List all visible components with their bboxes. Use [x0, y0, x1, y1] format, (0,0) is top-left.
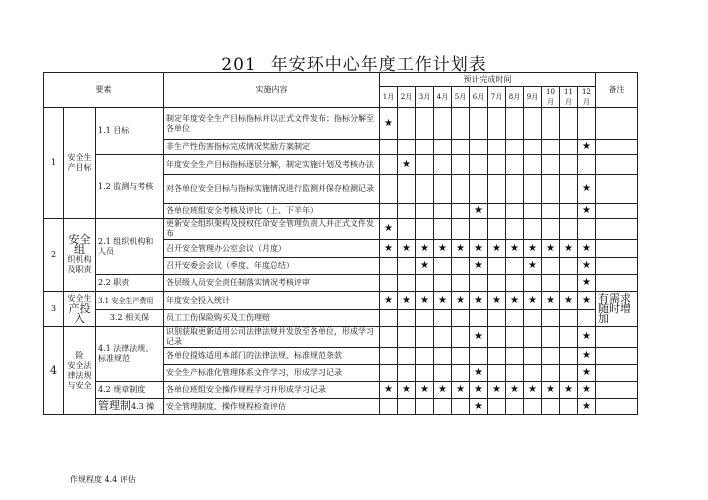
remark-cell — [596, 219, 638, 240]
month-cell — [416, 365, 434, 382]
month-cell — [578, 155, 596, 175]
month-cell — [524, 365, 542, 382]
star-mark-icon: ★ — [470, 240, 488, 258]
month-cell — [434, 310, 452, 327]
month-cell — [524, 310, 542, 327]
month-cell — [506, 399, 524, 415]
remark-cell — [596, 399, 638, 415]
month-cell — [380, 155, 398, 175]
month-cell — [380, 140, 398, 155]
star-mark-icon: ★ — [542, 292, 560, 310]
month-cell — [452, 275, 470, 292]
star-mark-icon: ★ — [524, 258, 542, 275]
section-4-name-small: 安全法律法规与安全 — [67, 360, 92, 390]
star-mark-icon: ★ — [578, 175, 596, 204]
star-mark-icon: ★ — [578, 275, 596, 292]
title-year: 201 — [221, 55, 257, 75]
remark-cell — [596, 240, 638, 258]
month-cell — [488, 327, 506, 348]
star-mark-icon: ★ — [578, 327, 596, 348]
star-mark-icon: ★ — [578, 240, 596, 258]
plan-content: 安全生产标准化管理体系文件学习，形成学习记录 — [164, 365, 380, 382]
remark-cell — [596, 327, 638, 348]
month-cell — [470, 348, 488, 365]
star-mark-icon: ★ — [578, 204, 596, 219]
month-cell — [452, 155, 470, 175]
month-cell — [506, 327, 524, 348]
table-row — [44, 108, 638, 140]
month-cell — [560, 365, 578, 382]
remark-cell — [596, 365, 638, 382]
table-row — [44, 155, 638, 175]
month-cell — [524, 399, 542, 415]
table-row — [44, 275, 638, 292]
star-mark-icon: ★ — [542, 382, 560, 399]
remark-cell — [596, 348, 638, 365]
month-cell — [488, 310, 506, 327]
month-cell — [470, 310, 488, 327]
plan-content: 员工工伤保险购买及工伤理赔 — [164, 310, 380, 327]
month-cell — [542, 348, 560, 365]
month-header: 12月 — [578, 87, 596, 108]
month-cell — [560, 327, 578, 348]
star-mark-icon: ★ — [380, 219, 398, 240]
month-cell — [398, 399, 416, 415]
month-cell — [416, 219, 434, 240]
star-mark-icon: ★ — [398, 382, 416, 399]
month-cell — [416, 204, 434, 219]
plan-content: 各单位班组安全操作规程学习并形成学习记录 — [164, 382, 380, 399]
month-cell — [470, 275, 488, 292]
month-cell — [506, 175, 524, 204]
month-cell — [470, 108, 488, 140]
month-cell — [488, 275, 506, 292]
month-cell — [542, 175, 560, 204]
month-cell — [452, 219, 470, 240]
plan-content: 非生产性伤害指标完成情况奖励方案制定 — [164, 140, 380, 155]
month-cell — [542, 275, 560, 292]
month-cell — [398, 365, 416, 382]
star-mark-icon: ★ — [416, 292, 434, 310]
month-cell — [380, 275, 398, 292]
star-mark-icon: ★ — [434, 240, 452, 258]
month-cell — [506, 365, 524, 382]
star-mark-icon: ★ — [578, 399, 596, 415]
month-cell — [542, 204, 560, 219]
month-cell — [434, 399, 452, 415]
month-cell — [560, 155, 578, 175]
star-mark-icon: ★ — [578, 258, 596, 275]
star-mark-icon: ★ — [398, 240, 416, 258]
month-cell — [434, 155, 452, 175]
month-cell — [524, 140, 542, 155]
star-mark-icon: ★ — [380, 382, 398, 399]
month-cell — [524, 155, 542, 175]
month-cell — [506, 140, 524, 155]
month-cell — [380, 348, 398, 365]
month-cell — [488, 140, 506, 155]
month-cell — [542, 219, 560, 240]
month-cell — [506, 258, 524, 275]
month-cell — [470, 140, 488, 155]
plan-content: 对各单位安全目标与指标实施情况进行监测并保存检测记录 — [164, 175, 380, 204]
star-mark-icon: ★ — [578, 348, 596, 365]
section-2-no: 2 — [44, 219, 64, 292]
star-mark-icon: ★ — [434, 382, 452, 399]
remark-cell — [596, 140, 638, 155]
sub-2-2: 2.2 职责 — [96, 275, 164, 292]
remark-cell — [596, 382, 638, 399]
sub-3-2: 3.2 相关保 — [96, 310, 164, 327]
plan-content: 年度安全投入统计 — [164, 292, 380, 310]
month-cell — [470, 175, 488, 204]
month-cell — [434, 327, 452, 348]
star-mark-icon: ★ — [506, 382, 524, 399]
header-content: 实施内容 — [164, 73, 380, 108]
month-cell — [380, 365, 398, 382]
month-cell — [560, 348, 578, 365]
section-1-name: 安全生产目标 — [64, 108, 96, 219]
month-cell — [398, 348, 416, 365]
month-header: 8月 — [506, 87, 524, 108]
star-mark-icon: ★ — [380, 108, 398, 140]
month-cell — [560, 219, 578, 240]
star-mark-icon: ★ — [470, 327, 488, 348]
month-cell — [452, 108, 470, 140]
month-cell — [488, 204, 506, 219]
star-mark-icon: ★ — [524, 240, 542, 258]
section-3-no: 3 — [44, 292, 64, 327]
plan-content: 各单位班组安全考核及评比（上、下半年） — [164, 204, 380, 219]
month-cell — [452, 327, 470, 348]
month-cell — [542, 310, 560, 327]
star-mark-icon: ★ — [488, 240, 506, 258]
month-cell — [560, 310, 578, 327]
star-mark-icon: ★ — [452, 382, 470, 399]
star-mark-icon: ★ — [416, 240, 434, 258]
plan-content: 识别获取更新适用公司法律法规并发放至各单位，形成学习记录 — [164, 327, 380, 348]
section-3-name — [64, 292, 96, 327]
month-cell — [506, 310, 524, 327]
month-cell — [380, 204, 398, 219]
month-cell — [452, 175, 470, 204]
month-cell — [398, 327, 416, 348]
plan-content: 制定年度安全生产目标指标并以正式文件发布；指标分解至各单位 — [164, 108, 380, 140]
work-plan-table — [43, 72, 638, 415]
remark-cell — [596, 204, 638, 219]
section-4-no: 4 — [44, 327, 64, 415]
title-text: 年安环中心年度工作计划表 — [270, 55, 487, 75]
month-cell — [398, 108, 416, 140]
month-cell — [542, 108, 560, 140]
remark-cell — [596, 175, 638, 204]
month-header: 11月 — [560, 87, 578, 108]
month-cell — [542, 327, 560, 348]
sub-4-2: 4.2 规章制度 — [96, 382, 164, 399]
month-header: 9月 — [524, 87, 542, 108]
month-cell — [506, 275, 524, 292]
month-header: 7月 — [488, 87, 506, 108]
month-cell — [488, 348, 506, 365]
star-mark-icon: ★ — [578, 365, 596, 382]
month-cell — [416, 175, 434, 204]
star-mark-icon: ★ — [470, 292, 488, 310]
month-header: 4月 — [434, 87, 452, 108]
sub-1-1: 1.1 目标 — [96, 108, 164, 155]
table-row — [44, 399, 638, 415]
month-cell — [506, 348, 524, 365]
month-cell — [416, 108, 434, 140]
month-cell — [380, 175, 398, 204]
month-cell — [452, 348, 470, 365]
month-cell — [506, 108, 524, 140]
month-cell — [434, 108, 452, 140]
star-mark-icon: ★ — [578, 140, 596, 155]
month-cell — [416, 310, 434, 327]
month-cell — [506, 204, 524, 219]
star-mark-icon: ★ — [434, 292, 452, 310]
remark-cell — [596, 155, 638, 175]
month-cell — [488, 108, 506, 140]
month-cell — [416, 348, 434, 365]
star-mark-icon: ★ — [452, 292, 470, 310]
month-cell — [452, 204, 470, 219]
star-mark-icon: ★ — [398, 155, 416, 175]
table-row — [44, 310, 638, 327]
plan-content: 各单位提炼适用本部门的法律法规、标准规范条款 — [164, 348, 380, 365]
month-cell — [578, 310, 596, 327]
plan-content: 更新安全组织架构及授权任命安全管理负责人并正式文件发布 — [164, 219, 380, 240]
month-cell — [560, 175, 578, 204]
star-mark-icon: ★ — [578, 382, 596, 399]
star-mark-icon: ★ — [470, 258, 488, 275]
month-cell — [506, 155, 524, 175]
star-mark-icon: ★ — [578, 292, 596, 310]
month-cell — [434, 175, 452, 204]
plan-content: 安全管理制度、操作规程检查评估 — [164, 399, 380, 415]
month-cell — [416, 399, 434, 415]
plan-content: 召开安委会会议（季度、年度总结） — [164, 258, 380, 275]
star-mark-icon: ★ — [470, 382, 488, 399]
table-row — [44, 327, 638, 348]
remark-cell — [596, 258, 638, 275]
month-cell — [398, 310, 416, 327]
month-cell — [560, 140, 578, 155]
month-cell — [488, 258, 506, 275]
plan-content: 各层级人员安全责任制落实情况考核评审 — [164, 275, 380, 292]
month-cell — [452, 399, 470, 415]
sub-4-3 — [96, 399, 164, 415]
section-2-name-big: 安全组 — [68, 233, 91, 256]
plan-content: 召开安全管理办公室会议（月度） — [164, 240, 380, 258]
month-cell — [488, 365, 506, 382]
month-cell — [560, 275, 578, 292]
month-cell — [380, 399, 398, 415]
month-cell — [434, 204, 452, 219]
sub-4-1: 4.1 法律法规、标准规范 — [96, 327, 164, 382]
star-mark-icon: ★ — [470, 365, 488, 382]
star-mark-icon: ★ — [470, 204, 488, 219]
month-cell — [506, 219, 524, 240]
month-cell — [524, 275, 542, 292]
header-element: 要素 — [44, 73, 164, 108]
month-cell — [470, 219, 488, 240]
sub-4-3-b: 4.3 操 — [131, 402, 155, 411]
month-cell — [434, 275, 452, 292]
month-cell — [524, 175, 542, 204]
month-cell — [434, 258, 452, 275]
section-2-name-small: 织机构及职责 — [67, 255, 92, 274]
month-cell — [434, 219, 452, 240]
month-cell — [452, 365, 470, 382]
month-cell — [416, 140, 434, 155]
star-mark-icon: ★ — [416, 258, 434, 275]
month-header: 5月 — [452, 87, 470, 108]
star-mark-icon: ★ — [560, 382, 578, 399]
month-cell — [524, 204, 542, 219]
month-cell — [380, 258, 398, 275]
month-cell — [542, 140, 560, 155]
star-mark-icon: ★ — [380, 292, 398, 310]
month-cell — [452, 258, 470, 275]
table-row — [44, 292, 638, 310]
section-1-no: 1 — [44, 108, 64, 219]
star-mark-icon: ★ — [560, 240, 578, 258]
month-cell — [542, 155, 560, 175]
table-row — [44, 382, 638, 399]
sub-2-1: 2.1 组织机构和人员 — [96, 219, 164, 275]
month-cell — [416, 155, 434, 175]
star-mark-icon: ★ — [524, 382, 542, 399]
month-cell — [542, 365, 560, 382]
sub-4-3-a: 管理制 — [98, 399, 131, 412]
month-header: 6月 — [470, 87, 488, 108]
month-cell — [398, 204, 416, 219]
month-cell — [434, 348, 452, 365]
month-cell — [416, 275, 434, 292]
month-cell — [560, 204, 578, 219]
month-header: 2月 — [398, 87, 416, 108]
month-header: 3月 — [416, 87, 434, 108]
star-mark-icon: ★ — [380, 240, 398, 258]
month-cell — [488, 219, 506, 240]
month-cell — [560, 258, 578, 275]
header-time: 预计完成时间 — [380, 73, 596, 87]
star-mark-icon: ★ — [488, 382, 506, 399]
month-cell — [380, 327, 398, 348]
month-header: 10月 — [542, 87, 560, 108]
month-cell — [398, 219, 416, 240]
month-cell — [434, 140, 452, 155]
month-cell — [416, 327, 434, 348]
month-cell — [488, 399, 506, 415]
star-mark-icon: ★ — [470, 399, 488, 415]
month-cell — [488, 155, 506, 175]
month-cell — [524, 348, 542, 365]
month-cell — [470, 155, 488, 175]
star-mark-icon: ★ — [452, 240, 470, 258]
month-cell — [398, 258, 416, 275]
section-2-name — [64, 219, 96, 292]
month-cell — [452, 140, 470, 155]
month-cell — [398, 140, 416, 155]
section-4-pre: 险 — [75, 350, 84, 360]
star-mark-icon: ★ — [398, 292, 416, 310]
month-cell — [524, 108, 542, 140]
month-header: 1月 — [380, 87, 398, 108]
month-cell — [524, 219, 542, 240]
month-cell — [398, 175, 416, 204]
remark-cell: 有需求随时增加 — [596, 292, 638, 327]
star-mark-icon: ★ — [488, 292, 506, 310]
month-cell — [578, 219, 596, 240]
month-cell — [434, 365, 452, 382]
footer-text: 作规程度 4.4 评估 — [70, 475, 136, 484]
section-3-name-big: 产投入 — [68, 302, 91, 325]
star-mark-icon: ★ — [506, 240, 524, 258]
plan-content: 年度安全生产目标指标逐层分解，制定实施计划及考核办法 — [164, 155, 380, 175]
month-cell — [524, 327, 542, 348]
month-cell — [398, 275, 416, 292]
table-row — [44, 219, 638, 240]
sub-3-1: 3.1 安全生产费用 — [96, 292, 164, 310]
month-cell — [560, 108, 578, 140]
star-mark-icon: ★ — [560, 292, 578, 310]
section-4-name — [64, 327, 96, 415]
month-cell — [488, 175, 506, 204]
header-remark: 备注 — [596, 73, 638, 108]
remark-cell — [596, 275, 638, 292]
month-cell — [578, 108, 596, 140]
month-cell — [380, 310, 398, 327]
month-cell — [542, 258, 560, 275]
month-cell — [542, 399, 560, 415]
star-mark-icon: ★ — [542, 240, 560, 258]
star-mark-icon: ★ — [524, 292, 542, 310]
month-cell — [452, 310, 470, 327]
sub-1-2: 1.2 监测与考核 — [96, 155, 164, 219]
section-3-name-small: 安全生 — [67, 294, 92, 303]
star-mark-icon: ★ — [416, 382, 434, 399]
star-mark-icon: ★ — [506, 292, 524, 310]
month-cell — [560, 399, 578, 415]
remark-cell — [596, 108, 638, 140]
